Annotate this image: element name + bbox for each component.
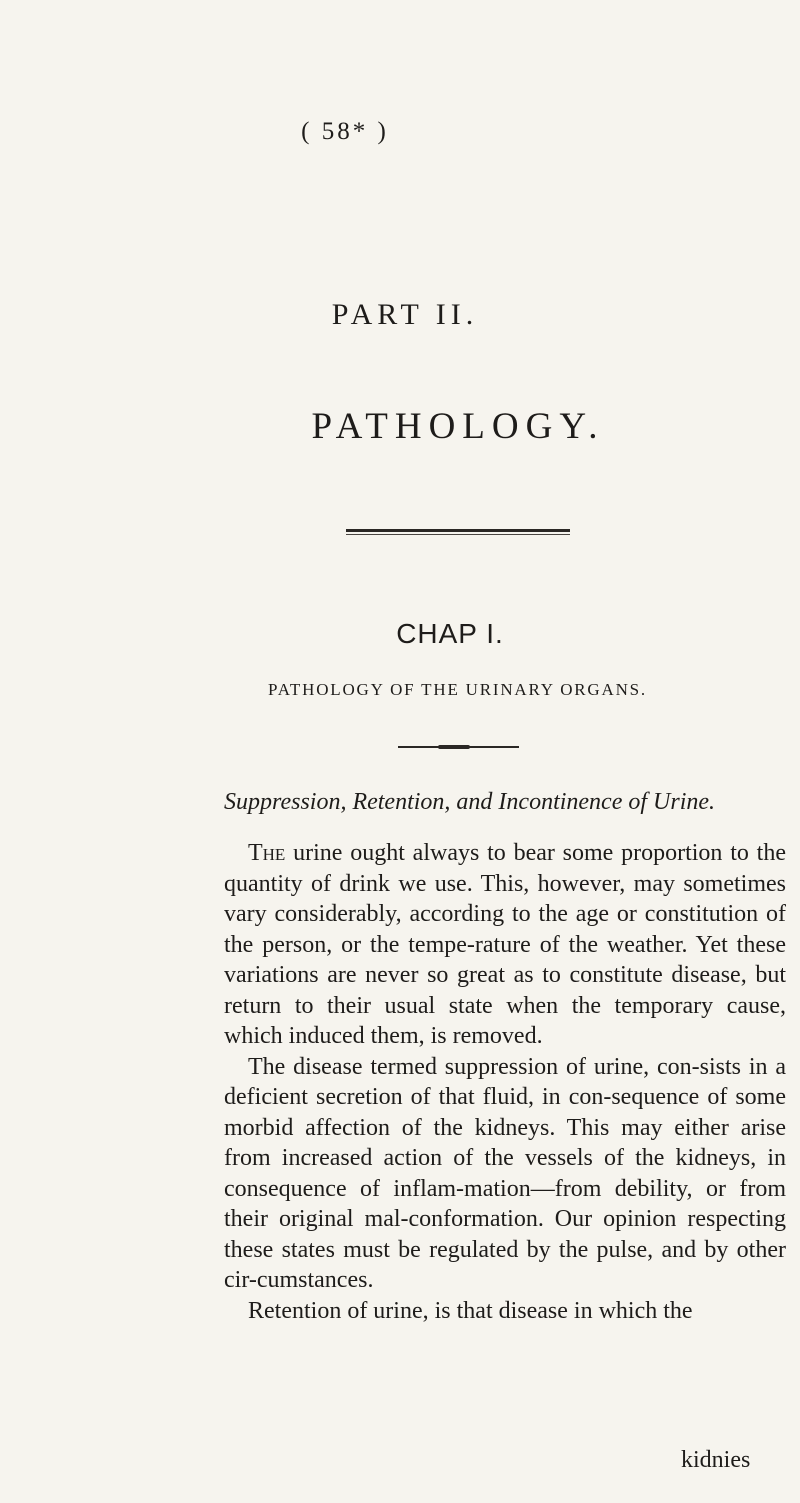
- paragraph-text: Retention of urine, is that disease in which the: [248, 1297, 693, 1324]
- section-title: PATHOLOGY.: [311, 406, 605, 447]
- part-title: PART II.: [331, 298, 479, 331]
- ornamental-rule-center: [438, 745, 470, 749]
- body-text: [224, 838, 786, 1326]
- paragraph-text: urine ought always to bear some proportion to the quantity of drink we use. This, however, may sometimes vary considerably, according to the age or constitution of the person, or the tempe-rature of the weather. Yet these variations are never so great as to constitute disease, but return to their usual state when the temporary cause, which induced them, is removed.: [224, 840, 786, 1049]
- paragraph: [224, 1296, 786, 1327]
- double-rule-top: [346, 529, 570, 532]
- section-subheading: Suppression, Retention, and Incontinence of Urine.: [224, 789, 716, 815]
- catchword: kidnies: [681, 1447, 751, 1473]
- paragraph-lead-word: The: [248, 840, 286, 866]
- page-number: ( 58* ): [301, 118, 389, 145]
- chapter-subtitle: PATHOLOGY OF THE URINARY ORGANS.: [268, 680, 647, 699]
- paragraph: [224, 1052, 786, 1296]
- paragraph-text: The disease termed suppression of urine, con-sists in a deficient secretion of that fluid, in con-sequence of some morbid affection of the kidneys. This may either arise from increased action of the vessels of the kidneys, in consequence of inflam-mation—from debility, or from their original mal-conformation. Our opinion respecting these states must be regulated by the pulse, and by other cir-cumstances.: [224, 1053, 786, 1293]
- double-rule-bottom: [346, 534, 570, 535]
- paragraph: [224, 838, 786, 1052]
- chapter-title: CHAP I.: [396, 618, 504, 649]
